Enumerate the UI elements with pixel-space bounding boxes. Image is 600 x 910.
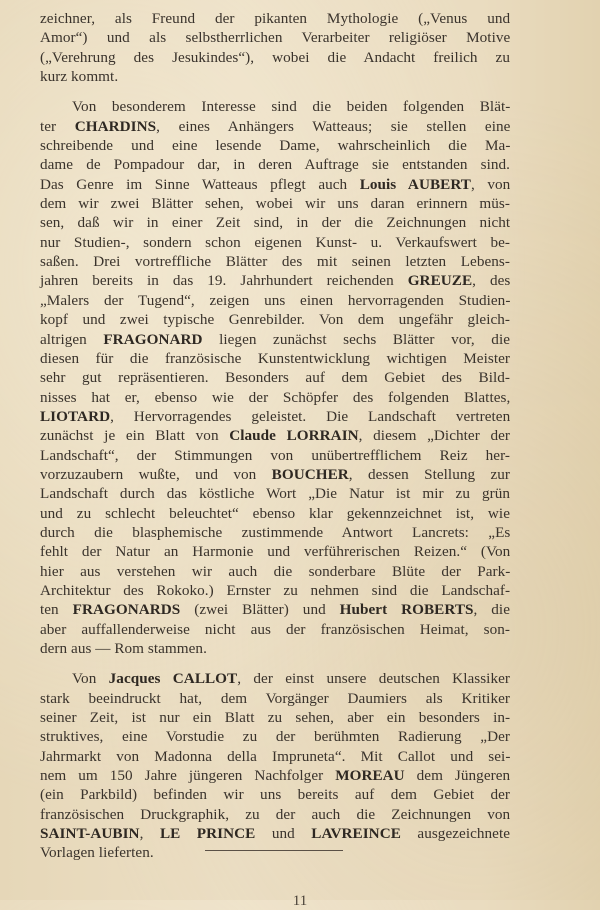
text-run: altrigen	[40, 330, 104, 348]
text-run: (zwei Blätter) und	[180, 601, 340, 619]
text-line	[40, 330, 510, 349]
bold-name: LIOTARD	[40, 407, 111, 425]
text-line	[40, 9, 510, 28]
text-run: Amor“) und als selbstherrlichen Verarbeiter religiöser Motive	[40, 29, 511, 47]
text-run: dern aus — Rom stammen.	[40, 640, 207, 657]
bold-name: Claude LORRAIN	[229, 427, 359, 445]
text-line	[40, 824, 510, 843]
text-line	[40, 785, 510, 804]
text-line	[40, 669, 510, 688]
text-run: und zu schlecht beleuchtet“ ebenso klar gekennzeichnet ist, wie	[40, 504, 510, 522]
text-run: durch die blasphemische zustimmende Antwort Lancrets: „Es	[40, 523, 511, 541]
bold-name: CHARDINS	[74, 117, 157, 135]
bold-name: BOUCHER	[271, 465, 349, 483]
text-run: , diesem „Dichter der	[358, 427, 510, 445]
bold-name: FRAGONARDS	[72, 601, 181, 619]
text-line	[40, 523, 510, 542]
text-run: liegen zunächst sechs Blätter vor, die	[202, 330, 511, 348]
paragraph	[40, 97, 510, 658]
text-line	[40, 310, 510, 329]
text-line	[40, 484, 510, 503]
text-line	[40, 562, 510, 581]
text-run: dame de Pompadour dar, in deren Auftrage sie entstanden sind.	[40, 156, 510, 174]
text-run: seiner Zeit, ist nur ein Blatt zu sehen, aber ein besonders in-	[40, 709, 511, 727]
section-divider-rule	[205, 850, 343, 851]
paragraph-gap	[40, 658, 510, 669]
text-run: Das Genre im Sinne Watteaus pflegt auch	[40, 175, 360, 193]
text-line	[40, 843, 510, 862]
text-run: diesen für die französische Kunstentwicklung wichtigen Meister	[40, 349, 510, 367]
text-line	[40, 581, 510, 600]
text-line	[40, 271, 510, 290]
text-line	[40, 48, 510, 67]
paragraph	[40, 669, 510, 862]
text-run: nisses hat er, ebenso wie der Schöpfer des folgenden Blattes,	[40, 388, 511, 406]
text-line	[40, 407, 510, 426]
text-run: vorzuzaubern wußte, und von	[40, 465, 272, 483]
text-run: struktives, eine Vorstudie zu der berühmten Radierung „Der	[40, 728, 510, 746]
text-line	[40, 766, 510, 785]
text-line	[40, 600, 510, 619]
text-line	[40, 349, 510, 368]
text-run: , der einst unsere deutschen Klassiker	[237, 670, 510, 688]
bold-name: Jacques CALLOT	[108, 670, 238, 688]
text-run: , die	[473, 601, 510, 619]
text-line	[40, 67, 510, 86]
text-run: kopf und zwei typische Genrebilder. Von dem ungefähr gleich-	[40, 311, 510, 329]
text-line	[40, 175, 510, 194]
text-run: ausgezeichnete	[400, 825, 511, 843]
text-run: sen, daß wir in einer Zeit sind, in der die Zeichnungen nicht	[40, 214, 511, 232]
text-run: saßen. Drei vortreffliche Blätter des mit seinen letzten Lebens-	[40, 253, 510, 271]
text-run: zunächst je ein Blatt von	[40, 427, 230, 445]
text-run: , eines Anhängers Watteaus; sie stellen eine	[156, 117, 511, 135]
text-run: („Verehrung des Jesukindes“), wobei die Andacht freilich zu	[40, 48, 510, 66]
text-line	[40, 620, 510, 639]
page-number: 11	[292, 893, 308, 909]
text-run: fehlt der Natur an Harmonie und verführerischen Reizen.“ (Von	[40, 543, 511, 561]
text-run: Vorlagen lieferten.	[40, 844, 154, 862]
text-run: Landschaft“, der Stimmungen von unübertrefflichem Reiz her-	[40, 446, 510, 464]
text-run: Landschaft durch das köstliche Wort „Die Natur ist mir zu grün	[40, 485, 510, 503]
text-run: dem Jüngeren	[404, 767, 511, 785]
bold-name: SAINT-AUBIN	[40, 825, 140, 843]
text-run: jahren bereits in das 19. Jahrhundert reichenden	[40, 272, 408, 290]
paragraph-gap	[40, 86, 510, 97]
text-line	[40, 805, 510, 824]
text-run: dem wir zwei Blätter sehen, wobei wir uns daran erinnern müs-	[40, 195, 510, 213]
text-line	[40, 747, 510, 766]
text-line	[40, 542, 510, 561]
text-line	[40, 28, 510, 47]
text-run: französischen Druckgraphik, zu der auch die Zeichnungen von	[40, 805, 511, 823]
text-run: sehr gut repräsentieren. Besonders auf dem Gebiet des Bild-	[40, 369, 510, 387]
text-run: schreibende und eine lesende Dame, wahrscheinlich die Ma-	[40, 137, 511, 155]
text-run: Jahrmarkt von Madonna della Impruneta“. Mit Callot und sei-	[40, 747, 511, 765]
bold-name: GREUZE	[407, 272, 473, 290]
text-line	[40, 213, 510, 232]
text-run: Von	[72, 670, 109, 688]
bold-name: FRAGONARD	[103, 330, 203, 348]
text-run: „Malers der Tugend“, zeigen uns einen hervorragenden Studien-	[40, 291, 511, 309]
text-line	[40, 368, 510, 387]
text-run: , dessen Stellung zur	[348, 465, 510, 483]
text-run: stark beeindruckt hat, dem Vorgänger Daumiers als Kritiker	[40, 689, 510, 707]
text-run: nem um 150 Jahre jüngeren Nachfolger	[40, 767, 336, 785]
document-page	[40, 9, 510, 863]
text-line	[40, 727, 510, 746]
text-run: Architektur des Rokoko.) Ernster zu nehmen sind die Landschaf-	[40, 581, 511, 599]
text-line	[40, 689, 510, 708]
text-line	[40, 639, 510, 658]
text-run: ,	[139, 825, 160, 843]
text-line	[40, 136, 510, 155]
text-run: ten	[40, 601, 73, 619]
text-run: hier aus verstehen wir auch die sonderbare Blüte der Park-	[40, 562, 511, 580]
text-line	[40, 233, 510, 252]
text-run: , von	[471, 175, 511, 193]
text-line	[40, 194, 510, 213]
bold-name: Hubert ROBERTS	[339, 601, 474, 619]
text-run: ter	[40, 117, 75, 135]
text-run: Von besonderem Interesse sind die beiden folgenden Blät-	[72, 98, 511, 116]
text-line	[40, 388, 510, 407]
text-line	[40, 97, 510, 116]
text-line	[40, 291, 510, 310]
bold-name: MOREAU	[335, 767, 405, 785]
text-line	[40, 252, 510, 271]
bold-name: LAVREINCE	[311, 825, 401, 843]
text-run: kurz kommt.	[40, 68, 119, 86]
text-run: und	[255, 825, 312, 843]
text-line	[40, 117, 510, 136]
text-line	[40, 465, 510, 484]
text-line	[40, 446, 510, 465]
text-run: (ein Parkbild) befinden wir uns bereits auf dem Gebiet der	[40, 786, 510, 804]
bold-name: LE PRINCE	[159, 825, 256, 843]
text-run: , Hervorragendes geleistet. Die Landschaft vertreten	[110, 407, 511, 425]
text-line	[40, 504, 510, 523]
text-line	[40, 426, 510, 445]
text-run: , des	[472, 272, 511, 290]
text-line	[40, 708, 510, 727]
paragraph	[40, 9, 510, 86]
bold-name: Louis AUBERT	[359, 175, 471, 193]
text-run: zeichner, als Freund der pikanten Mythologie („Venus und	[40, 10, 511, 27]
text-line	[40, 155, 510, 174]
text-run: nur Studien-, sondern schon eigenen Kunst- u. Verkaufswert be-	[40, 233, 510, 251]
text-run: aber auffallenderweise nicht aus der französischen Heimat, son-	[40, 620, 510, 638]
